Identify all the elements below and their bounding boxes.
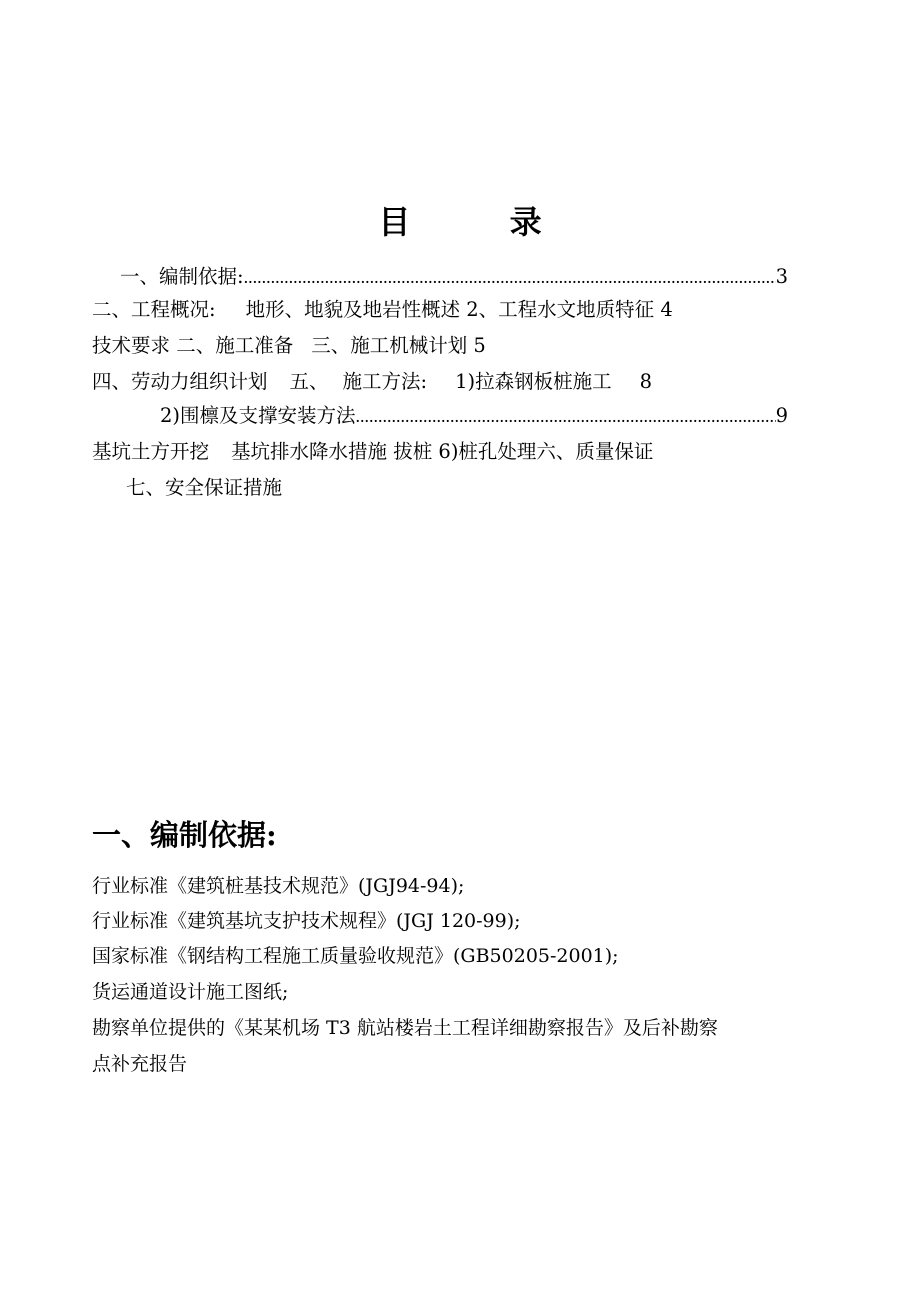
basis-item: 货运通道设计施工图纸; bbox=[92, 981, 289, 1003]
toc-line-4-b: 五、 bbox=[289, 370, 329, 393]
toc-line-2-a: 二、工程概况: bbox=[92, 298, 216, 321]
toc-line-4-a: 四、劳动力组织计划 bbox=[92, 370, 268, 393]
toc-line-6[interactable] bbox=[92, 437, 653, 467]
toc-entry-5-label: 2)围檩及支撑安装方法 bbox=[160, 404, 356, 427]
toc-title: 目 录 bbox=[378, 203, 586, 241]
toc-entry-5-page: 9 bbox=[775, 404, 788, 427]
basis-item: 国家标准《钢结构工程施工质量验收规范》(GB50205-2001); bbox=[92, 945, 619, 967]
section-heading: 一、编制依据: bbox=[92, 818, 277, 852]
toc-line-3-b: 三、施工机械计划 5 bbox=[311, 334, 486, 357]
basis-item: 勘察单位提供的《某某机场 T3 航站楼岩土工程详细勘察报告》及后补勘察 bbox=[92, 1017, 718, 1039]
basis-item: 行业标准《建筑桩基技术规范》(JGJ94-94); bbox=[92, 875, 465, 897]
toc-line-3-a: 技术要求 二、施工准备 bbox=[92, 334, 294, 357]
toc-line-4-e: 8 bbox=[639, 370, 653, 393]
toc-line-7-a: 七、安全保证措施 bbox=[126, 476, 283, 499]
basis-item: 点补充报告 bbox=[92, 1053, 188, 1075]
toc-line-4-c: 施工方法: bbox=[342, 370, 428, 393]
toc-line-7[interactable] bbox=[126, 473, 282, 503]
toc-leader-dots bbox=[244, 262, 776, 292]
toc-entry-1[interactable] bbox=[120, 262, 788, 292]
toc-line-6-b: 基坑排水降水措施 拔桩 6)桩孔处理六、质量保证 bbox=[231, 440, 654, 463]
toc-line-2[interactable] bbox=[92, 295, 673, 325]
toc-line-3[interactable] bbox=[92, 331, 486, 361]
toc-line-6-a: 基坑土方开挖 bbox=[92, 440, 210, 463]
basis-item: 行业标准《建筑基坑支护技术规程》(JGJ 120-99); bbox=[92, 910, 521, 932]
toc-line-4-d: 1)拉森钢板桩施工 bbox=[455, 370, 612, 393]
toc-entry-1-label: 一、编制依据: bbox=[120, 265, 244, 288]
toc-leader-dots bbox=[356, 401, 776, 431]
toc-line-4[interactable] bbox=[92, 367, 652, 397]
toc-entry-5[interactable] bbox=[160, 401, 788, 431]
toc-entry-1-page: 3 bbox=[775, 265, 788, 288]
toc-line-2-b: 地形、地貌及地岩性概述 2、工程水文地质特征 4 bbox=[245, 298, 673, 321]
